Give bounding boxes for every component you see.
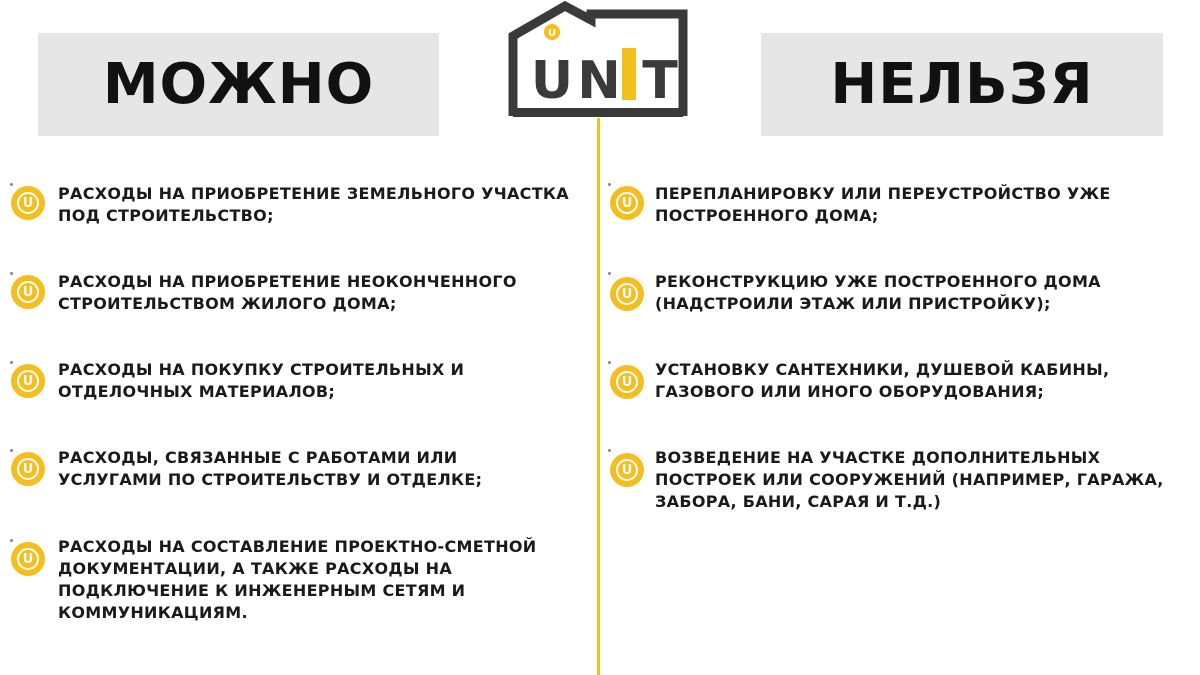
center-divider (597, 118, 600, 675)
logo-badge-letter: U (547, 28, 557, 39)
allowed-item-text: РАСХОДЫ, СВЯЗАННЫЕ С РАБОТАМИ ИЛИ УСЛУГАМИ ПО СТРОИТЕЛЬСТВУ И ОТДЕЛКЕ; (58, 448, 483, 489)
u-badge-icon: U (610, 365, 644, 399)
unit-logo (505, 0, 691, 120)
u-badge-icon: U (11, 186, 45, 220)
bullet-dot (10, 183, 13, 186)
bullet-dot (10, 361, 13, 364)
u-badge-icon: U (11, 364, 45, 398)
allowed-item-text: РАСХОДЫ НА ПОКУПКУ СТРОИТЕЛЬНЫХ И ОТДЕЛОЧНЫХ МАТЕРИАЛОВ; (58, 360, 465, 401)
u-badge-icon: U (11, 452, 45, 486)
u-badge-icon: U (11, 275, 45, 309)
bullet-dot (10, 272, 13, 275)
logo-letter-i-bar (622, 48, 636, 100)
u-badge-icon: U (11, 542, 45, 576)
logo-letter-u: U (530, 51, 574, 111)
bullet-dot (608, 361, 611, 364)
u-badge-icon: U (610, 186, 644, 220)
allowed-item-text: РАСХОДЫ НА СОСТАВЛЕНИЕ ПРОЕКТНО-СМЕТНОЙ ДОКУМЕНТАЦИИ, А ТАКЖЕ РАСХОДЫ НА ПОДКЛЮЧЕНИЕ К ИНЖЕНЕРНЫМ СЕТЯМ И КОММУНИКАЦИЯМ. (58, 537, 537, 622)
bullet-dot (10, 449, 13, 452)
u-badge-icon: U (610, 453, 644, 487)
forbidden-title: НЕЛЬЗЯ (830, 52, 1094, 117)
allowed-header (38, 33, 439, 136)
forbidden-item-text: УСТАНОВКУ САНТЕХНИКИ, ДУШЕВОЙ КАБИНЫ, ГАЗОВОГО ИЛИ ИНОГО ОБОРУДОВАНИЯ; (655, 360, 1110, 401)
bullet-dot (608, 272, 611, 275)
logo-letter-t: T (642, 51, 678, 111)
forbidden-item-text: РЕКОНСТРУКЦИЮ УЖЕ ПОСТРОЕННОГО ДОМА (НАДСТРОИЛИ ЭТАЖ ИЛИ ПРИСТРОЙКУ); (655, 272, 1101, 313)
bullet-dot (608, 449, 611, 452)
bullet-dot (10, 539, 13, 542)
allowed-title: МОЖНО (102, 52, 375, 117)
forbidden-item-text: ПЕРЕПЛАНИРОВКУ ИЛИ ПЕРЕУСТРОЙСТВО УЖЕ ПОСТРОЕННОГО ДОМА; (655, 184, 1111, 225)
allowed-item-text: РАСХОДЫ НА ПРИОБРЕТЕНИЕ ЗЕМЕЛЬНОГО УЧАСТКА ПОД СТРОИТЕЛЬСТВО; (58, 184, 569, 225)
logo-letter-n: N (577, 51, 621, 111)
logo-letter-i: I (628, 98, 630, 99)
u-badge-icon: U (610, 277, 644, 311)
forbidden-item-text: ВОЗВЕДЕНИЕ НА УЧАСТКЕ ДОПОЛНИТЕЛЬНЫХ ПОСТРОЕК ИЛИ СООРУЖЕНИЙ (НАПРИМЕР, ГАРАЖА, ЗАБОРА, БАНИ, САРАЯ И Т.Д.) (655, 448, 1164, 511)
forbidden-header (761, 33, 1163, 136)
bullet-dot (608, 183, 611, 186)
allowed-item-text: РАСХОДЫ НА ПРИОБРЕТЕНИЕ НЕОКОНЧЕННОГО СТРОИТЕЛЬСТВОМ ЖИЛОГО ДОМА; (58, 272, 517, 313)
